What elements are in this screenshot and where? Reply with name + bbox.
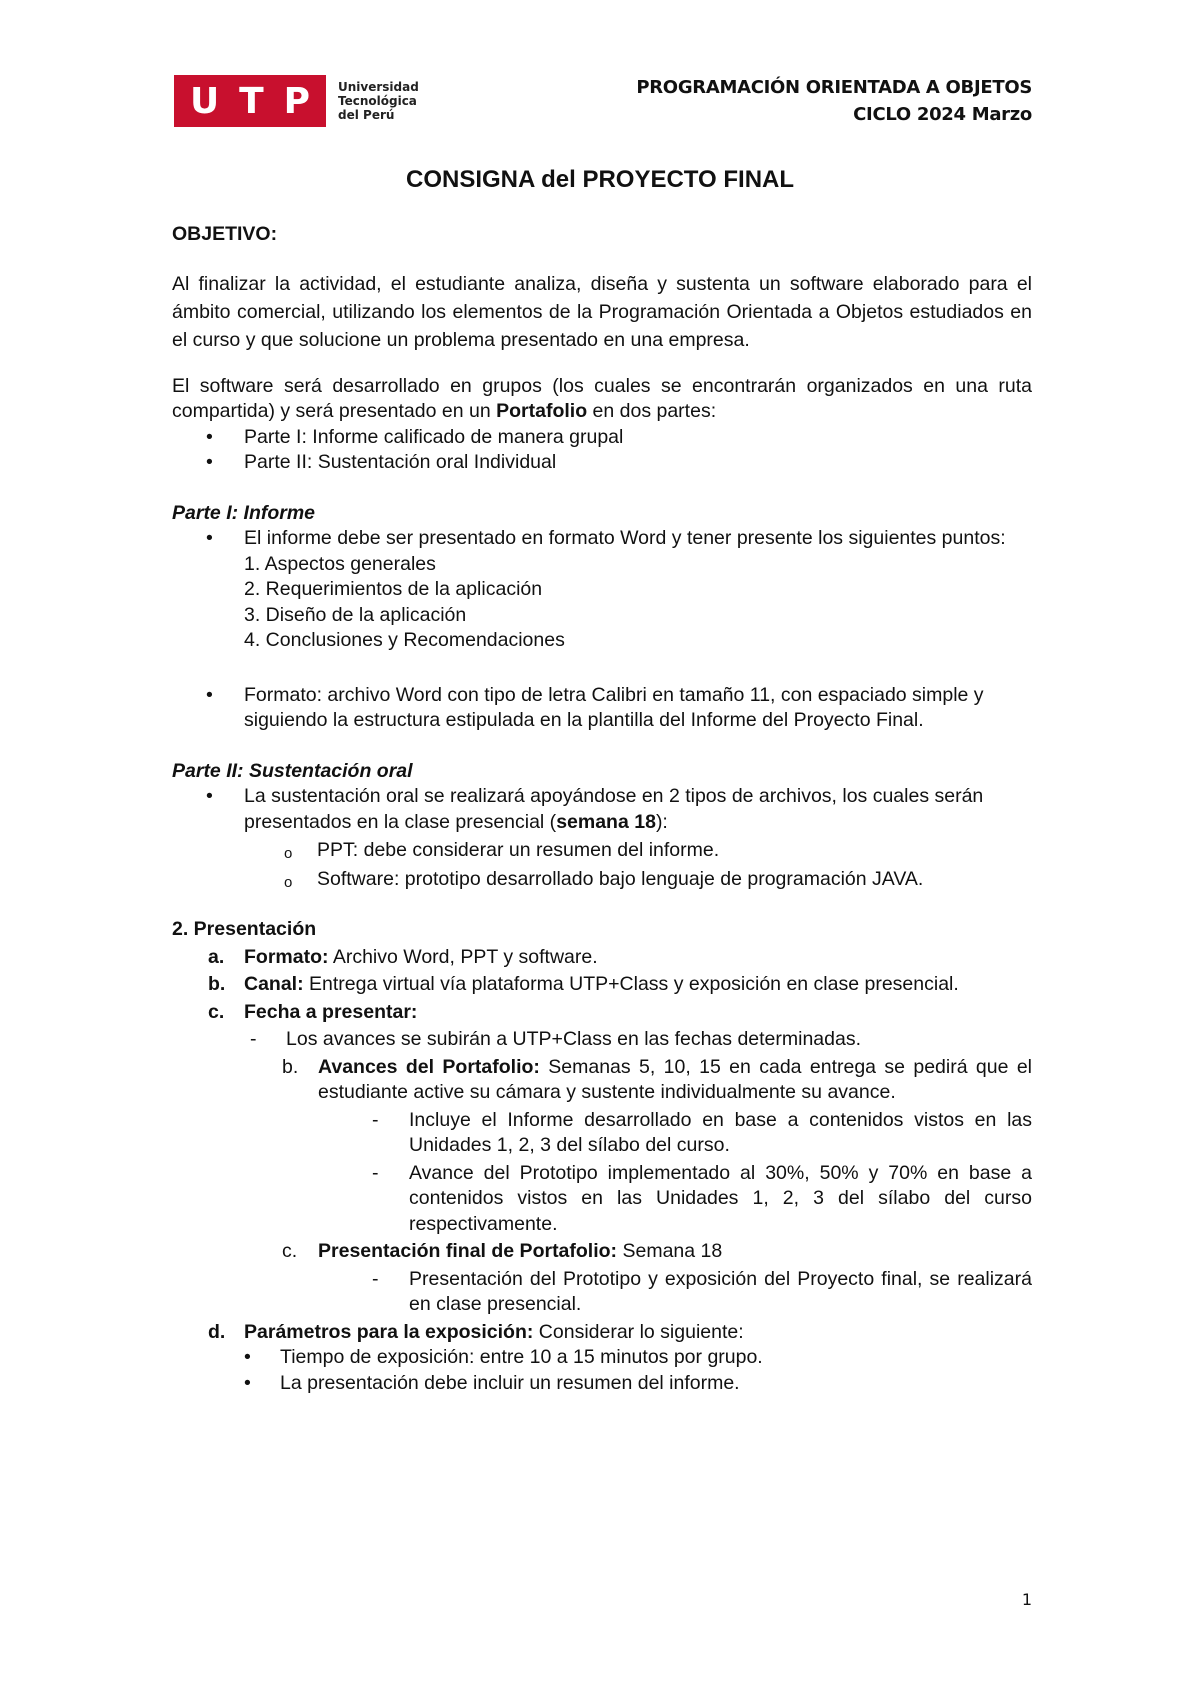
item-label: - [372,1161,379,1184]
list-item: • Parte II: Sustentación oral Individual [172,450,1032,476]
intro-text-end: en dos partes: [587,400,717,422]
item-label: - [372,1108,379,1131]
course-name: PROGRAMACIÓN ORIENTADA A OBJETOS [636,77,1032,98]
item-label: b. [282,1055,299,1078]
list-item [172,784,1032,835]
list-item: • Formato: archivo Word con tipo de letra Calibri en tamaño 11, con espaciado simple y siguiendo la estructura estipulada en la plantilla del Informe del Proyecto Final. [172,683,1032,734]
item-label: a. [208,945,225,968]
item-text: Considerar lo siguiente: [533,1320,744,1343]
utp-logo-mark [174,75,326,127]
logo-text-line: Tecnológica [338,94,417,108]
course-cycle: CICLO 2024 Marzo [853,104,1032,125]
item-fecha [172,1000,1032,1026]
parte1-list [172,526,1032,734]
fecha-dash-item [172,1027,1032,1053]
item-text: Entrega virtual vía plataforma UTP+Class y exposición en clase presencial. [303,973,959,995]
utp-logo [174,75,419,127]
list-item: • Parte I: Informe calificado de manera grupal [172,425,1032,451]
item-label: c. [208,1000,225,1023]
avances-item [172,1055,1032,1106]
item-formato [172,945,1032,971]
presentacion-final-item [172,1239,1032,1265]
item-label: - [372,1267,379,1290]
item-text: Avance del Prototipo implementado al 30%, 50% y 70% en base a contenidos vistos en las Unidades 1, 2, 3 del sílabo del curso respectivamente. [409,1161,1032,1235]
item-parametros [172,1320,1032,1346]
parte2-heading: Parte II: Sustentación oral [172,759,413,782]
presentacion-heading: 2. Presentación [172,918,317,940]
document-body [172,222,1032,1396]
item-bold: Parámetros para la exposición: [244,1320,534,1343]
intro-text: El software será desarrollado en grupos (los cuales se encontrarán organizados en una ruta compartida) y será presentado en un [172,374,1032,422]
presentacion-final-dash-item [172,1267,1032,1318]
item-bold: Fecha a presentar: [244,1000,418,1023]
logo-letter: T [239,80,264,122]
intro-bold: Portafolio [496,400,588,422]
parte1-heading: Parte I: Informe [172,501,316,524]
list-item [172,526,1032,654]
list-item: • La presentación debe incluir un resumen del informe. [172,1371,1032,1397]
item-text: Incluye el Informe desarrollado en base a contenidos vistos en las Unidades 1, 2, 3 del sílabo del curso. [409,1108,1032,1156]
objetivo-heading: OBJETIVO: [172,223,278,245]
list-item: • Tiempo de exposición: entre 10 a 15 minutos por grupo. [172,1345,1032,1371]
parte2-list [172,784,1032,835]
logo-letter: P [283,80,311,122]
item-text: Semana 18 [617,1240,723,1262]
list-item: o Software: prototipo desarrollado bajo lenguaje de programación JAVA. [172,867,1032,893]
item-label: c. [282,1240,298,1262]
parts-list [172,425,1032,476]
objetivo-text: Al finalizar la actividad, el estudiante analiza, diseña y sustenta un software elaborado para el ámbito comercial, utilizando los elementos de la Programación Orientada a Objetos estudiados en el curso y que solucione un problema presentado en una empresa. [172,272,1032,351]
item-text: Semanas 5, 10, 15 en cada entrega se pedirá que el estudiante active su cámara y sustente individualmente su avance. [318,1055,1032,1103]
parte2-sublist [172,838,1032,892]
logo-text-line: Universidad [338,80,419,94]
course-header [636,74,1032,128]
logo-text-line: del Perú [338,108,395,122]
item-label: - [250,1028,257,1050]
item-bold: Canal: [244,973,304,995]
item-bold: Presentación final de Portafolio: [318,1240,618,1262]
item-bold: Formato: [244,945,329,968]
list-item: o PPT: debe considerar un resumen del informe. [172,838,1032,864]
item-canal [172,972,1032,998]
page-number: 1 [1021,1590,1032,1609]
page-title: CONSIGNA del PROYECTO FINAL [405,166,795,193]
item-label: d. [208,1320,226,1343]
item-label: b. [208,973,226,995]
logo-letter: U [189,80,220,122]
parte2-bold: semana 18 [556,810,656,833]
parte1-bullet-text: • El informe debe ser presentado en formato Word y tener presente los siguientes puntos: [244,527,1006,549]
item-bold: Avances del Portafolio: [318,1055,540,1078]
item-text: Los avances se subirán a UTP+Class en las fechas determinadas. [286,1028,862,1050]
parte1-point: 4. Conclusiones y Recomendaciones [244,629,565,651]
parte1-point: 3. Diseño de la aplicación [244,603,467,626]
parte1-point: 2. Requerimientos de la aplicación [244,578,543,600]
intro-paragraph [172,374,1032,425]
avances-dash-item [172,1108,1032,1159]
parte2-text: La sustentación oral se realizará apoyándose en 2 tipos de archivos, los cuales serán presentados en la clase presencial ( [244,785,984,833]
item-text: Archivo Word, PPT y software. [328,945,598,968]
avances-dash-item [172,1161,1032,1238]
item-text: Presentación del Prototipo y exposición del Proyecto final, se realizará en clase presencial. [409,1267,1032,1315]
parte1-point: 1. Aspectos generales [244,552,436,575]
logo-university-name [338,80,419,122]
parte2-text-end: ): [655,810,668,833]
